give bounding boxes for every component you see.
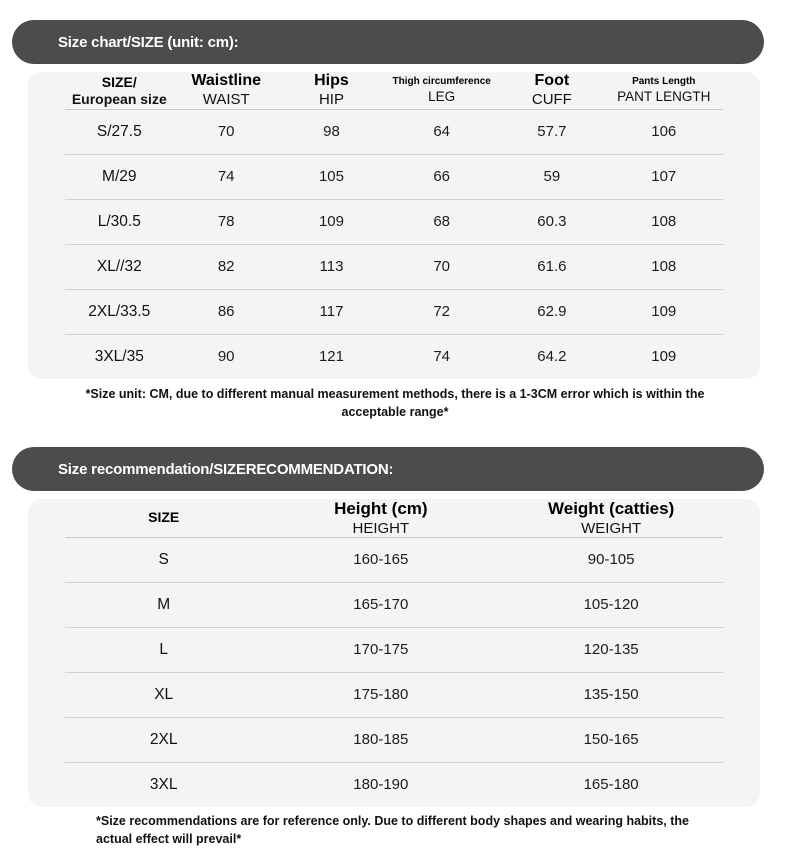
table-row xyxy=(65,627,723,672)
size-recommendation-table-wrap xyxy=(28,499,760,807)
cell-cuff: 59 xyxy=(499,154,604,199)
table-row xyxy=(65,537,723,582)
size-chart-table xyxy=(65,72,723,379)
cell-leg: 72 xyxy=(384,289,499,334)
cell-hip: 121 xyxy=(279,334,384,379)
cell-height: 180-190 xyxy=(262,762,499,807)
table-row xyxy=(65,672,723,717)
size-recommendation-header-row xyxy=(65,499,723,537)
column-header-cuff: Foot CUFF xyxy=(499,72,604,109)
cell-height: 165-170 xyxy=(262,582,499,627)
cell-leg: 74 xyxy=(384,334,499,379)
cell-weight: 150-165 xyxy=(499,717,723,762)
size-chart-header-row xyxy=(65,72,723,109)
table-row xyxy=(65,582,723,627)
cell-cuff: 64.2 xyxy=(499,334,604,379)
table-row xyxy=(65,199,723,244)
size-recommendation-banner-label: Size recommendation/SIZERECOMMENDATION: xyxy=(58,460,394,478)
cell-leg: 68 xyxy=(384,199,499,244)
cell-cuff: 61.6 xyxy=(499,244,604,289)
cell-size: M/29 xyxy=(65,154,174,199)
table-row xyxy=(65,109,723,154)
cell-size: XL xyxy=(65,672,262,717)
table-row xyxy=(65,334,723,379)
cell-size: 2XL xyxy=(65,717,262,762)
cell-waist: 82 xyxy=(174,244,279,289)
cell-height: 180-185 xyxy=(262,717,499,762)
cell-hip: 113 xyxy=(279,244,384,289)
cell-length: 108 xyxy=(605,199,724,244)
cell-weight: 90-105 xyxy=(587,551,635,569)
cell-weight: 165-180 xyxy=(499,762,723,807)
cell-size: L xyxy=(65,627,262,672)
size-chart-banner-label: Size chart/SIZE (unit: cm): xyxy=(58,33,239,51)
table-row xyxy=(65,244,723,289)
column-header-weight: Weight (catties) WEIGHT xyxy=(499,499,723,537)
size-recommendation-table xyxy=(65,499,723,807)
cell-waist: 86 xyxy=(174,289,279,334)
cell-length: 107 xyxy=(605,154,724,199)
cell-hip: 109 xyxy=(279,199,384,244)
cell-size: L/30.5 xyxy=(65,199,174,244)
size-chart-table-wrap xyxy=(28,72,760,379)
cell-size: 3XL xyxy=(65,762,262,807)
cell-length: 109 xyxy=(605,334,724,379)
table-row xyxy=(65,154,723,199)
cell-leg: 64 xyxy=(433,123,450,141)
cell-height: 160-165 xyxy=(353,551,409,569)
cell-weight: 135-150 xyxy=(499,672,723,717)
cell-cuff: 60.3 xyxy=(499,199,604,244)
cell-length: 108 xyxy=(605,244,724,289)
size-chart-banner xyxy=(12,20,764,64)
cell-size: 3XL/35 xyxy=(65,334,174,379)
cell-size: S xyxy=(158,550,169,568)
table-row xyxy=(65,289,723,334)
cell-waist: 78 xyxy=(174,199,279,244)
column-header-waist: Waistline WAIST xyxy=(174,72,279,109)
cell-length: 106 xyxy=(651,123,677,141)
column-header-size: SIZE/ European size xyxy=(65,72,174,109)
cell-cuff: 62.9 xyxy=(499,289,604,334)
cell-waist: 70 xyxy=(217,123,235,141)
cell-weight: 105-120 xyxy=(499,582,723,627)
cell-waist: 74 xyxy=(174,154,279,199)
cell-hip: 117 xyxy=(279,289,384,334)
size-recommendation-banner xyxy=(12,447,764,491)
cell-weight: 120-135 xyxy=(499,627,723,672)
column-header-hip: Hips HIP xyxy=(279,72,384,109)
cell-waist: 90 xyxy=(174,334,279,379)
column-header-leg: Thigh circumference LEG xyxy=(384,72,499,109)
table-row xyxy=(65,717,723,762)
cell-length: 109 xyxy=(605,289,724,334)
cell-height: 175-180 xyxy=(262,672,499,717)
cell-cuff: 57.7 xyxy=(537,123,567,141)
cell-leg: 66 xyxy=(384,154,499,199)
column-header-size: SIZE xyxy=(65,499,262,537)
size-recommendation-panel xyxy=(28,499,760,807)
cell-size: M xyxy=(65,582,262,627)
size-chart-note: *Size unit: CM, due to different manual measurement methods, there is a 1-3CM error which is within the acceptable range* xyxy=(85,387,705,420)
cell-size: S/27.5 xyxy=(96,122,142,140)
column-header-height: Height (cm) HEIGHT xyxy=(262,499,499,537)
cell-hip: 98 xyxy=(323,123,340,141)
table-row xyxy=(65,762,723,807)
cell-height: 170-175 xyxy=(262,627,499,672)
column-header-pant-length: Pants Length PANT LENGTH xyxy=(605,72,724,109)
size-recommendation-note: *Size recommendations are for reference only. Due to different body shapes and wearing habits, the actual effect will prevail* xyxy=(96,814,689,847)
cell-size: 2XL/33.5 xyxy=(65,289,174,334)
cell-hip: 105 xyxy=(279,154,384,199)
cell-size: XL//32 xyxy=(65,244,174,289)
size-chart-panel xyxy=(28,72,760,379)
cell-leg: 70 xyxy=(384,244,499,289)
